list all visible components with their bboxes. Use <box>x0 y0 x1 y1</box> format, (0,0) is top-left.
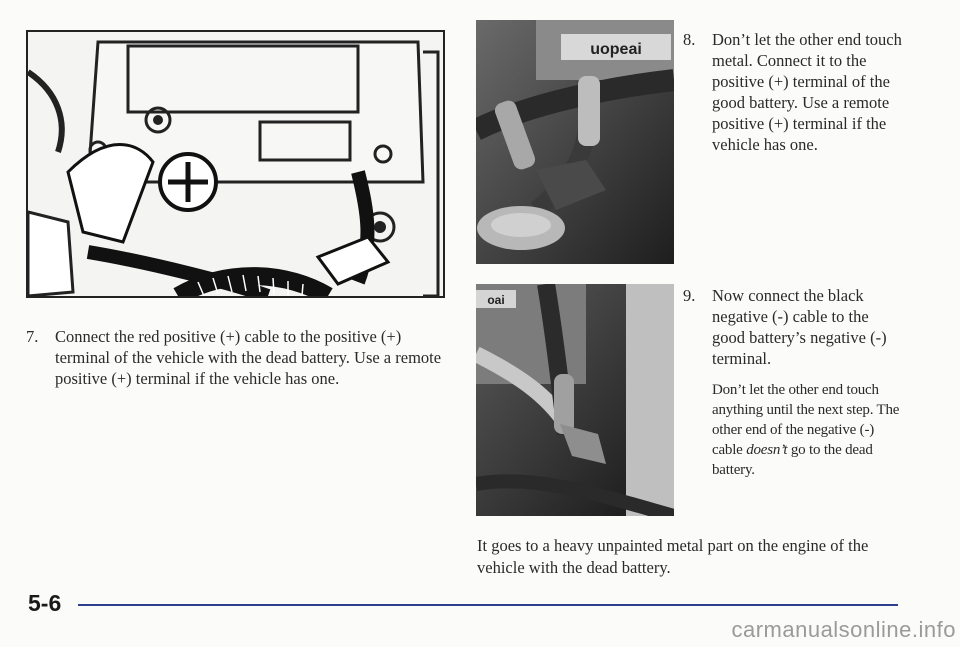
good-battery-positive-clamp-photo <box>476 20 674 264</box>
note-text-end: go to the dead battery. <box>712 442 873 478</box>
page-number: 5-6 <box>28 590 62 616</box>
good-battery-negative-clamp-photo <box>476 284 674 516</box>
footer-rule <box>78 604 898 606</box>
battery-label-side: oai <box>487 293 505 307</box>
continuation-text: It goes to a heavy unpainted metal part on the engine of the vehicle with the dead battery. <box>477 536 869 577</box>
watermark: carmanualsonline.info <box>731 617 956 642</box>
note-text-start: Don’t let the other end touch anything until the next step. The other end of the negative (-) cable <box>712 382 900 458</box>
step-note <box>712 380 903 480</box>
step-9 <box>683 285 903 480</box>
step-number: 8. <box>683 30 696 49</box>
step-7 <box>26 326 446 389</box>
step-text: Don’t let the other end touch metal. Connect it to the positive (+) terminal of the good battery. Use a remote positive (+) terminal if the vehicle has one. <box>712 30 902 154</box>
note-emphasis: doesn’t <box>746 442 788 458</box>
battery-label-top: uopeai <box>590 41 642 58</box>
step-text: Connect the red positive (+) cable to the positive (+) terminal of the vehicle with the dead battery. Use a remote positive (+) terminal if the vehicle has one. <box>55 327 442 388</box>
step-number: 9. <box>683 286 696 305</box>
step-text: Now connect the black negative (-) cable to the good battery’s negative (-) terminal. <box>712 286 887 368</box>
battery-illustration <box>26 30 445 298</box>
step-number: 7. <box>26 327 39 346</box>
step-8 <box>683 29 903 155</box>
